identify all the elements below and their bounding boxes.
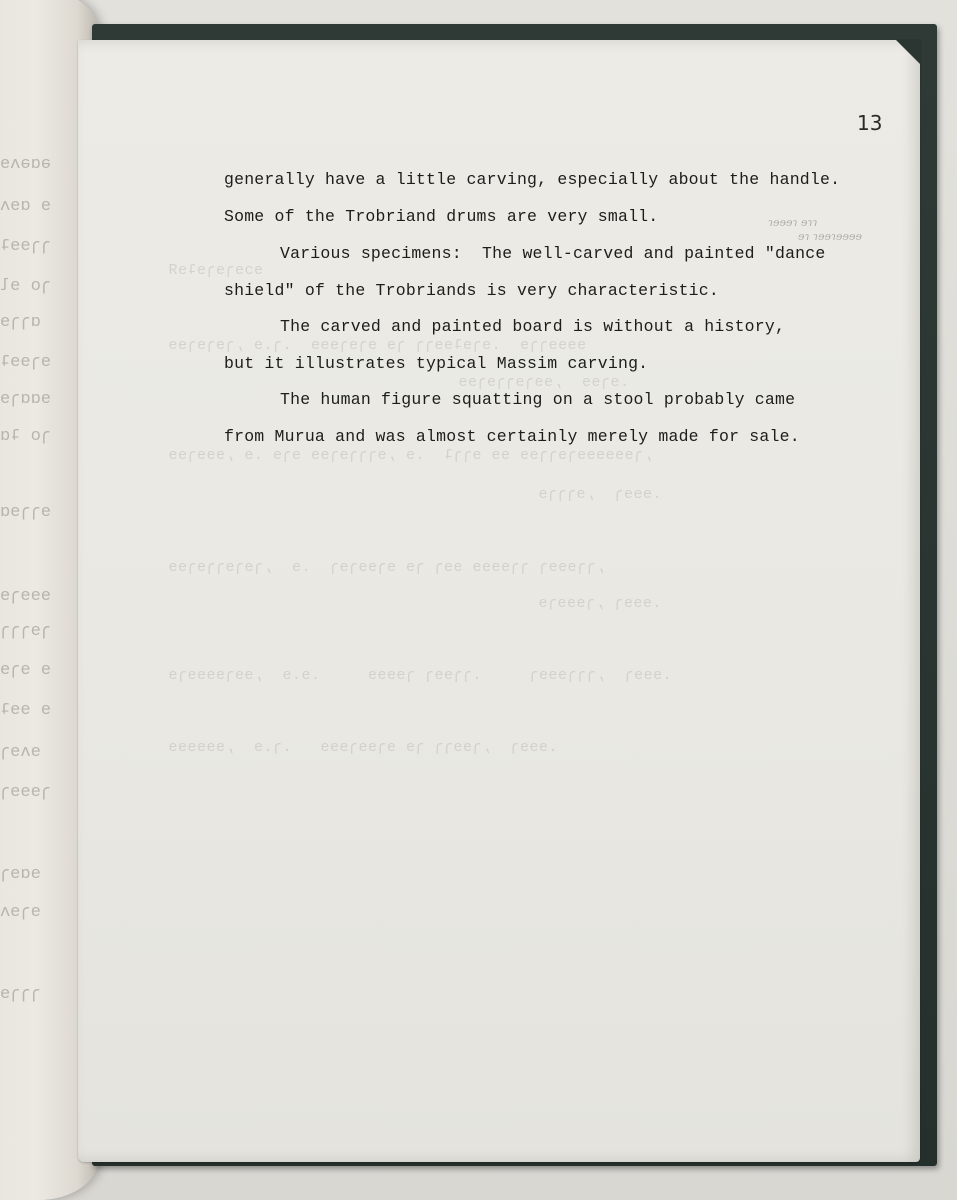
previous-page-text-fragment: ɘ ɘɿɘ	[0, 661, 52, 680]
previous-page-text-fragment: ɑɿɿɘ	[0, 313, 41, 332]
body-text-line: Various specimens: The well-carved and painted "dance	[280, 244, 826, 263]
body-text-line: generally have a little carving, especially about the handle.	[224, 170, 841, 189]
previous-page-text-fragment: əɑəʌɘ	[0, 155, 52, 174]
body-text-line: The human figure squatting on a stool probably came	[280, 390, 796, 409]
body-text-line: but it illustrates typical Massim carving.	[224, 354, 649, 373]
body-text-line: Some of the Trobriand drums are very small.	[224, 207, 659, 226]
previous-page-text-fragment: ɘɿɘɘʇ	[0, 353, 52, 372]
previous-page-text-fragment: ɘɿɘʌ	[0, 903, 41, 922]
show-through-text: ɘɘɘɘɿɿɘ .ɘɿɘʇɘɘɿɿ ɿɘ ɘɿɘɿɘɘɘ .ɿ.ɘ ,ɿɘɿɘɿɘɘ	[168, 337, 587, 354]
previous-page-text-fragment: ɿɿɿɘ	[0, 985, 41, 1004]
show-through-text: ,ɿɘɘɘɘɘɘɿɘɿɿɘɘ ɘɘ ɘɿɿʇ .ɘ ,ɘɿɿɿɘɿɘɘ ɘɿɘ .ɘ ,ɘɘɘɿɘɘ	[168, 447, 653, 464]
previous-page-text-fragment: ɘɑɑɿɘ	[0, 390, 52, 409]
previous-page-text-fragment: ɘ ɘɘʇ	[0, 701, 52, 720]
show-through-text: .ɘɘɘɿ ,ɿɿɿɘɘɘɿ .ɿɿɘɘɿ ɿɘɘɘɘ .ɘ.ɘ ,ɘɘɿɘɘɘɘɿɘ	[168, 667, 672, 684]
previous-page-text-fragment: ɿɘɘɘɿ	[0, 783, 52, 802]
previous-page-text-fragment: ɘ ɑɘʌ	[0, 197, 52, 216]
show-through-text: .ɘɘɘɿ ,ɘɿɿɿɘ	[538, 486, 662, 503]
body-text-line: The carved and painted board is without a history,	[280, 317, 786, 336]
body-text-line: shield" of the Trobriands is very characteristic.	[224, 281, 719, 300]
previous-page-text-fragment: ɿo ɘl	[0, 277, 52, 296]
pencil-annotation: ɘɿ ɿɘɘɿɘɘɘɘ	[798, 230, 863, 243]
page-number: 13	[857, 111, 883, 135]
body-text-line: from Murua and was almost certainly merely made for sale.	[224, 427, 800, 446]
page-corner-fold	[895, 39, 921, 65]
show-through-text: ɘɔɘɿɘɿɘʇɘЯ	[168, 262, 264, 279]
previous-page-text-fragment: ɿɘɿɿɿ	[0, 622, 52, 641]
show-through-text: .ɘɘɘɿ ,ɿɘɘɿɿ ɿɘ ɘɿɘɘɿɘɘɘ .ɿ.ɘ ,ɘɘɘɘɘɘ	[168, 739, 558, 756]
previous-page-text-fragment: ɘʌɘɿ	[0, 743, 41, 762]
previous-page-text-fragment: ɿɿɘɘʇ	[0, 237, 52, 256]
previous-page-text-fragment: ɘɘɘɿɘ	[0, 587, 52, 606]
previous-page-text-fragment: ɘɑɘɿ	[0, 865, 41, 884]
document-page	[78, 40, 920, 1162]
pencil-annotation: ɿɘɘɘɿ ɘɿɿ	[768, 216, 818, 229]
previous-page-text-fragment: ɿo ʇɑ	[0, 427, 52, 446]
show-through-text: ,ɿɿɘɘɘɿ ɿɿɘɘɘɘ ɘɘɿ ɿɘ ɘɿɘɘɿɘɿ .ɘ ,ɿɘɿɘɿɿɘɿɘɘ	[168, 559, 606, 576]
show-through-text: .ɘɿɘɘ ,ɘɘɿɘɿɿɘɿɘɘ	[458, 374, 630, 391]
show-through-text: .ɘɘɘɿ ,ɿɘɘɘɿɘ	[538, 595, 662, 612]
previous-page-text-fragment: ɘɿɿɘɑ	[0, 503, 52, 522]
